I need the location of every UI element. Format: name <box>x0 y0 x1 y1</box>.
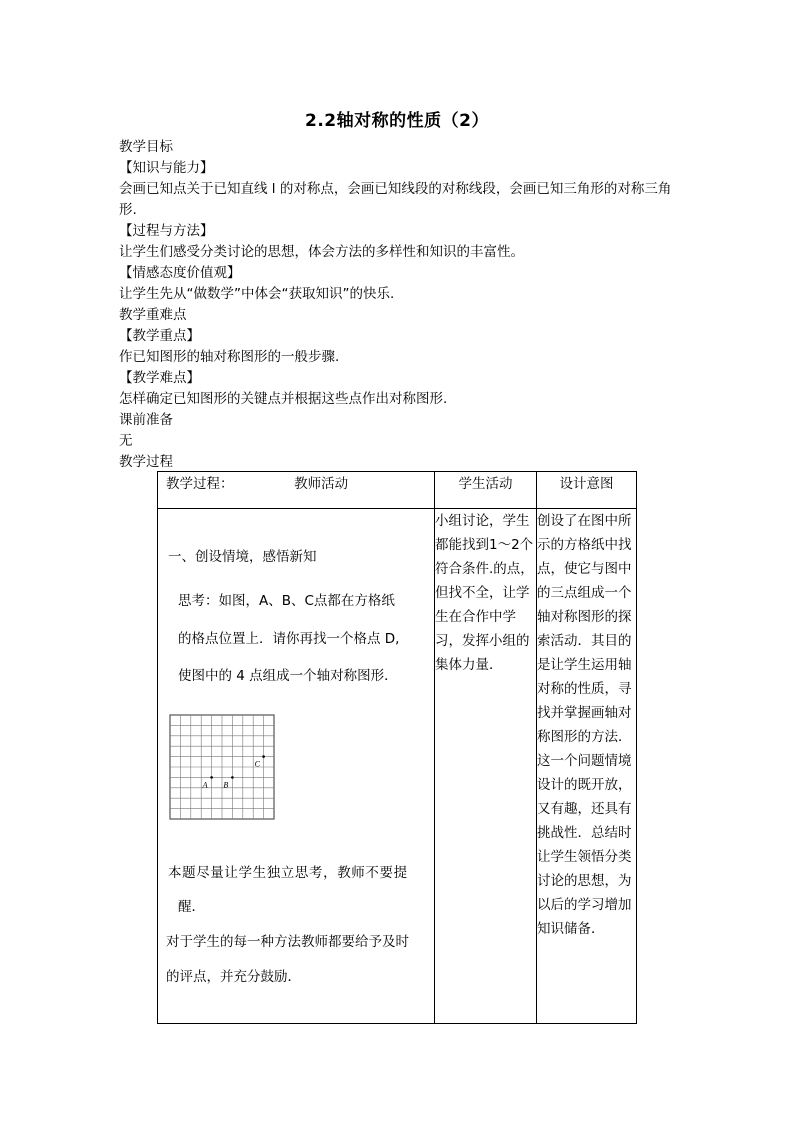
header-process: 教学过程： <box>166 476 234 492</box>
prep-heading: 课前准备 <box>119 412 173 428</box>
objectives-heading: 教学目标 <box>119 139 173 155</box>
header-design: 设计意图 <box>537 472 637 509</box>
student-activity-cell: 小组讨论，学生都能找到1～2个符合条件.的点，但找不全，让学生在合作中学习，发挥小组的集体力量． <box>435 509 537 1024</box>
document-body <box>119 137 679 473</box>
grid-point-c <box>262 755 265 758</box>
header-teacher: 教师活动 <box>294 476 349 492</box>
grid-label-c: C <box>254 759 260 769</box>
think-line-2: 的格点位置上．请你再找一个格点 D, <box>178 631 400 647</box>
key-text: 作已知图形的轴对称图形的一般步骤. <box>119 349 340 365</box>
teacher-activity-cell <box>158 509 435 1024</box>
emotion-heading: 【情感态度价值观】 <box>119 265 241 281</box>
note-line-2: 醒． <box>178 899 205 915</box>
key-difficult-heading: 教学重难点 <box>119 307 187 323</box>
knowledge-heading: 【知识与能力】 <box>119 160 214 176</box>
teaching-process-heading: 教学过程 <box>119 454 173 470</box>
process-heading: 【过程与方法】 <box>119 223 214 239</box>
note-line-4: 的评点，并充分鼓励． <box>166 969 301 985</box>
think-line-1: 思考：如图，A、B、C点都在方格纸 <box>178 593 395 609</box>
table-header-row <box>158 472 637 509</box>
lesson-table <box>157 471 637 1024</box>
header-student: 学生活动 <box>435 472 537 509</box>
grid-label-b: B <box>223 780 229 790</box>
header-process-teacher-cell <box>158 472 435 509</box>
grid-point-a <box>210 776 213 779</box>
emotion-text: 让学生先从“做数学”中体会“获取知识”的快乐. <box>119 286 395 302</box>
difficult-text: 怎样确定已知图形的关键点并根据这些点作出对称图形. <box>119 391 448 407</box>
grid-paper-figure <box>168 713 276 821</box>
grid-point-b <box>231 776 234 779</box>
process-text: 让学生们感受分类讨论的思想，体会方法的多样性和知识的丰富性。 <box>119 244 524 260</box>
document-title: 2.2轴对称的性质（2） <box>305 111 489 131</box>
knowledge-text: 会画已知点关于已知直线 l 的对称点，会画已知线段的对称线段，会画已知三角形的对称三角形. <box>119 181 672 218</box>
key-heading: 【教学重点】 <box>119 328 200 344</box>
design-intent-cell: 创设了在图中所示的方格纸中找点，使它与图中的三点组成一个轴对称图形的探索活动．其目的是让学生运用轴对称的性质，寻找并掌握画轴对称图形的方法．这一个问题情境设计的既开放，又有趣，还具有挑战性．总结时让学生领悟分类讨论的思想，为以后的学习增加知识储备． <box>537 509 637 1024</box>
difficult-heading: 【教学难点】 <box>119 370 200 386</box>
section-intro: 一、创设情境，感悟新知 <box>168 549 317 565</box>
grid-label-a: A <box>202 780 208 790</box>
think-line-3: 使图中的 4 点组成一个轴对称图形． <box>178 668 398 684</box>
prep-text: 无 <box>119 433 133 449</box>
table-row <box>158 509 637 1024</box>
note-line-3: 对于学生的每一种方法教师都要给予及时 <box>166 934 409 950</box>
note-line-1: 本题尽量让学生独立思考，教师不要提 <box>168 865 408 881</box>
